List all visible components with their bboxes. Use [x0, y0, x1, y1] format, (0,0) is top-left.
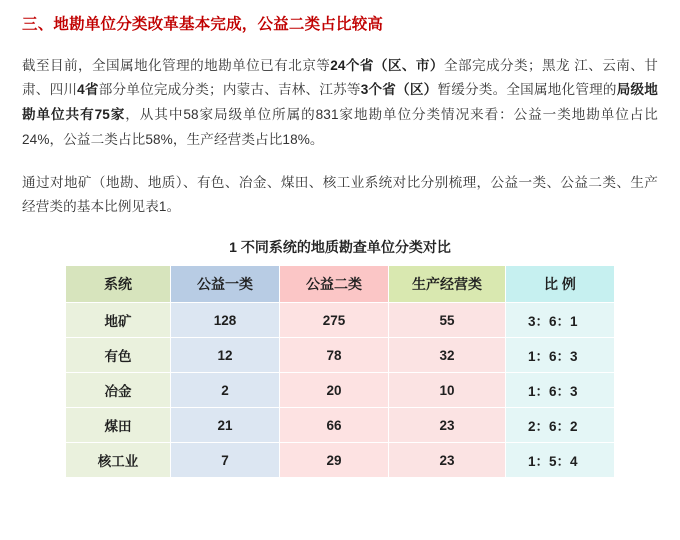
cell-ratio — [506, 303, 615, 338]
cell-production: 32 — [389, 338, 506, 373]
ratio-value: 2：6：2 — [528, 419, 578, 435]
paragraph-one-run: 全部完成分类；黑龙 江、云南、甘肃、四川 — [22, 57, 658, 98]
cell-ratio — [506, 338, 615, 373]
column-header-public-one: 公益一类 — [171, 266, 280, 303]
column-header-system: 系统 — [66, 266, 171, 303]
paragraph-one-run: 部分单位完成分类；内蒙古、吉林、江苏等 — [98, 82, 361, 98]
paragraph-one-run: 局级地勘单位共有75家 — [22, 82, 658, 123]
cell-ratio — [506, 408, 615, 443]
table-row — [66, 408, 615, 443]
cell-ratio — [506, 443, 615, 478]
cell-system: 地矿 — [66, 303, 171, 338]
table-caption: 1 不同系统的地质勘查单位分类对比 — [229, 239, 451, 256]
cell-production: 10 — [389, 373, 506, 408]
classification-comparison-table — [65, 265, 615, 478]
cell-production: 23 — [389, 443, 506, 478]
table-row — [66, 338, 615, 373]
ratio-value: 1：6：3 — [528, 349, 578, 365]
cell-public-two: 78 — [280, 338, 389, 373]
paragraph-one-run: 4省 — [77, 82, 99, 98]
paragraph-one-run: 3个省（区） — [360, 82, 438, 98]
ratio-value: 1：5：4 — [528, 454, 578, 470]
ratio-value: 3：6：1 — [528, 314, 578, 330]
paragraph-one — [22, 54, 658, 153]
paragraph-one-run: 截至目前，全国属地化管理的地勘单位已有北京等 — [22, 57, 331, 73]
cell-system: 有色 — [66, 338, 171, 373]
paragraph-one-run: 暂缓分类。全国属地化管理的 — [437, 82, 617, 98]
cell-public-one: 12 — [171, 338, 280, 373]
column-header-ratio: 比 例 — [506, 266, 615, 303]
cell-production: 23 — [389, 408, 506, 443]
section-heading: 三、地勘单位分类改革基本完成，公益二类占比较高 — [22, 16, 384, 33]
cell-public-two: 66 — [280, 408, 389, 443]
column-header-public-two: 公益二类 — [280, 266, 389, 303]
cell-public-two: 20 — [280, 373, 389, 408]
cell-public-one: 2 — [171, 373, 280, 408]
cell-system: 煤田 — [66, 408, 171, 443]
cell-public-two: 29 — [280, 443, 389, 478]
cell-public-two: 275 — [280, 303, 389, 338]
table-row — [66, 443, 615, 478]
table-body — [66, 303, 615, 478]
cell-public-one: 7 — [171, 443, 280, 478]
table-row — [66, 303, 615, 338]
cell-system: 冶金 — [66, 373, 171, 408]
cell-system: 核工业 — [66, 443, 171, 478]
cell-public-one: 21 — [171, 408, 280, 443]
cell-ratio — [506, 373, 615, 408]
paragraph-two: 通过对地矿（地勘、地质）、有色、冶金、煤田、核工业系统对比分别梳理，公益一类、公益二类、生产经营类的基本比例见表1。 — [22, 174, 658, 215]
cell-production: 55 — [389, 303, 506, 338]
table-header-row — [66, 266, 615, 303]
table-row — [66, 373, 615, 408]
paragraph-one-run: ，从其中58家局级单位所属的831家地勘单位分类情况来看：公益一类地勘单位占比24%，公益二类占比58%，生产经营类占比18%。 — [22, 107, 659, 147]
ratio-value: 1：6：3 — [528, 384, 578, 400]
paragraph-one-run: 24个省（区、市） — [330, 57, 444, 73]
cell-public-one: 128 — [171, 303, 280, 338]
column-header-production: 生产经营类 — [389, 266, 506, 303]
